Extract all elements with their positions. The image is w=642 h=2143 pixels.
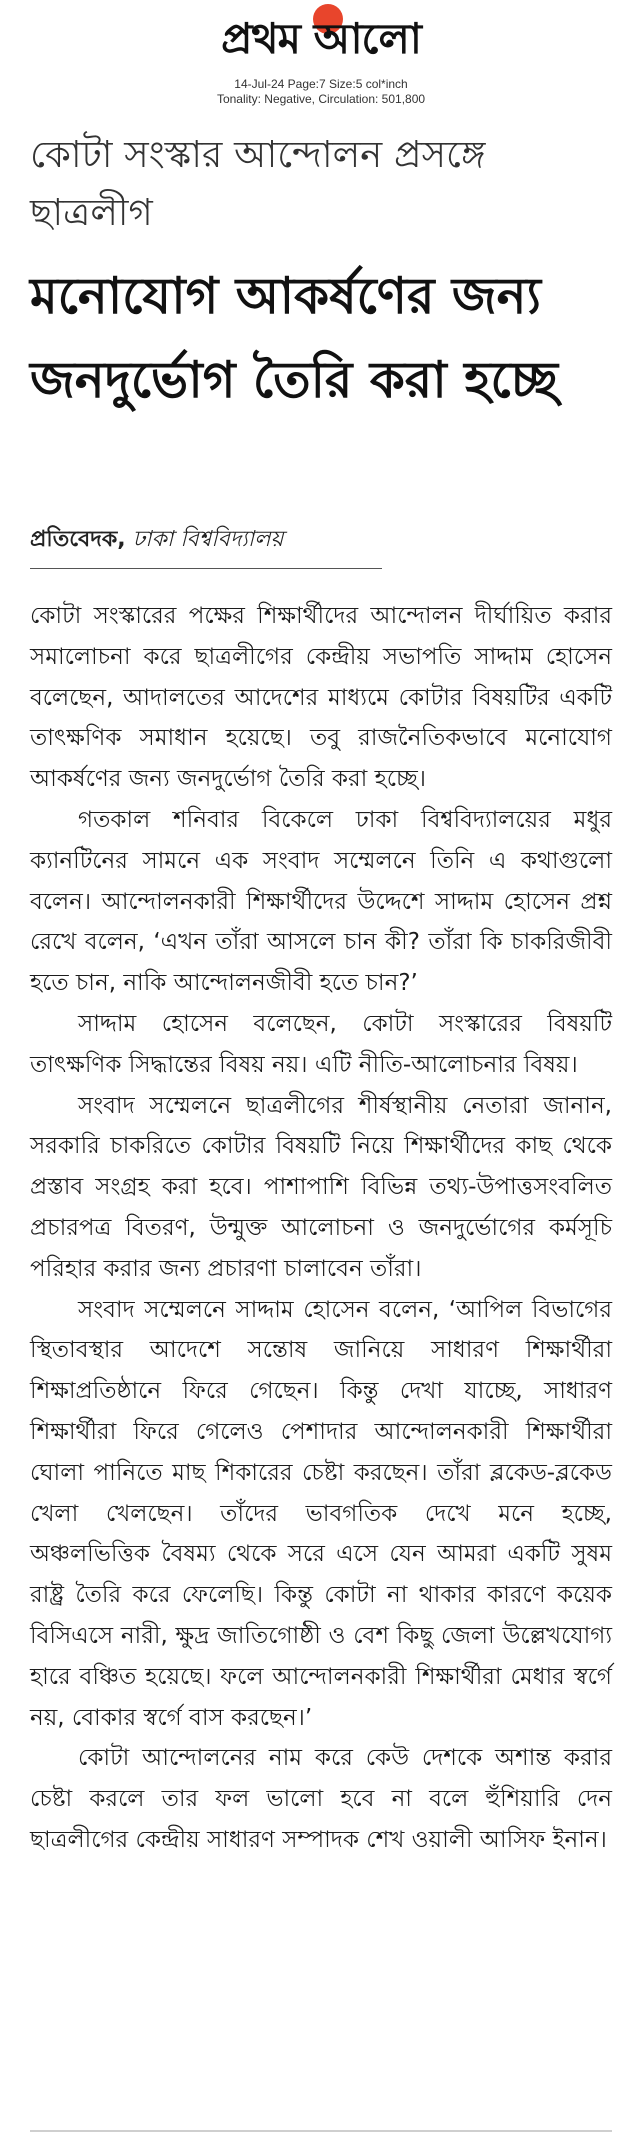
bottom-divider [30, 2130, 612, 2132]
article-paragraph: কোটা আন্দোলনের নাম করে কেউ দেশকে অশান্ত করার চেষ্টা করলে তার ফল ভালো হবে না বলে হুঁশিয়ারি দেন ছাত্রলীগের কেন্দ্রীয় সাধারণ সম্পাদক শেখ ওয়ালী আসিফ ইনান। [30, 1745, 612, 1853]
clipping-meta-date: 14-Jul-24 Page:7 Size:5 col*inch [234, 77, 408, 91]
article-paragraph: সাদ্দাম হোসেন বলেছেন, কোটা সংস্কারের বিষয়টি তাৎক্ষণিক সিদ্ধান্তের বিষয় নয়। এটি নীতি-আলোচনার বিষয়। [30, 1010, 612, 1078]
masthead [0, 0, 642, 115]
article-paragraph: কোটা সংস্কারের পক্ষের শিক্ষার্থীদের আন্দোলন দীর্ঘায়িত করার সমালোচনা করে ছাত্রলীগের কেন্দ্রীয় সভাপতি সাদ্দাম হোসেন বলেছেন, আদালতের আদেশের মাধ্যমে কোটার বিষয়টির একটি তাৎক্ষণিক সমাধান হয়েছে। তবু রাজনৈতিকভাবে মনোযোগ আকর্ষণের জন্য জনদুর্ভোগ তৈরি করা হচ্ছে। [30, 603, 612, 793]
newspaper-logo: প্রথম আলো [221, 14, 421, 63]
article-kicker: কোটা সংস্কার আন্দোলন প্রসঙ্গে ছাত্রলীগ [30, 133, 486, 234]
byline-divider [30, 568, 382, 569]
clipping-meta-tonality: Tonality: Negative, Circulation: 501,800 [216, 92, 426, 106]
byline-place: ঢাকা বিশ্ববিদ্যালয় [132, 527, 284, 552]
article-paragraph: সংবাদ সম্মেলনে ছাত্রলীগের শীর্ষস্থানীয় নেতারা জানান, সরকারি চাকরিতে কোটার বিষয়টি নিয়ে শিক্ষার্থীদের কাছ থেকে প্রস্তাব সংগ্রহ করা হবে। পাশাপাশি বিভিন্ন তথ্য-উপাত্তসংবলিত প্রচারপত্র বিতরণ, উন্মুক্ত আলোচনা ও জনদুর্ভোগের কর্মসূচি পরিহার করার জন্য প্রচারণা চালাবেন তাঁরা। [30, 1092, 612, 1282]
article-headline: মনোযোগ আকর্ষণের জন্য জনদুর্ভোগ তৈরি করা হচ্ছে [30, 267, 558, 409]
article-paragraph: সংবাদ সম্মেলনে সাদ্দাম হোসেন বলেন, ‘আপিল বিভাগের স্থিতাবস্থার আদেশে সন্তোষ জানিয়ে সাধারণ শিক্ষার্থীরা শিক্ষাপ্রতিষ্ঠানে ফিরে গেছেন। কিন্তু দেখা যাচ্ছে, সাধারণ শিক্ষার্থীরা ফিরে গেলেও পেশাদার আন্দোলনকারী শিক্ষার্থীরা ঘোলা পানিতে মাছ শিকারের চেষ্টা করছেন। তাঁরা ব্লকেড-ব্লকেড খেলা খেলছেন। তাঁদের ভাবগতিক দেখে মনে হচ্ছে, অঞ্চলভিত্তিক বৈষম্য থেকে সরে এসে যেন আমরা একটি সুষম রাষ্ট্র তৈরি করে ফেলেছি। কিন্তু কোটা না থাকার কারণে কয়েক বিসিএসে নারী, ক্ষুদ্র জাতিগোষ্ঠী ও বেশ কিছু জেলা উল্লেখযোগ্য হারে বঞ্চিত হয়েছে। ফলে আন্দোলনকারী শিক্ষার্থীরা মেধার স্বর্গে নয়, বোকার স্বর্গে বাস করছেন।’ [30, 1296, 612, 1731]
article-body [30, 596, 612, 1861]
byline-author: প্রতিবেদক, [30, 527, 126, 552]
article-byline [30, 522, 284, 559]
article-paragraph: গতকাল শনিবার বিকেলে ঢাকা বিশ্ববিদ্যালয়ের মধুর ক্যানটিনের সামনে এক সংবাদ সম্মেলনে তিনি এ কথাগুলো বলেন। আন্দোলনকারী শিক্ষার্থীদের উদ্দেশে সাদ্দাম হোসেন প্রশ্ন রেখে বলেন, ‘এখন তাঁরা আসলে চান কী? তাঁরা কি চাকরিজীবী হতে চান, নাকি আন্দোলনজীবী হতে চান?’ [30, 806, 612, 997]
